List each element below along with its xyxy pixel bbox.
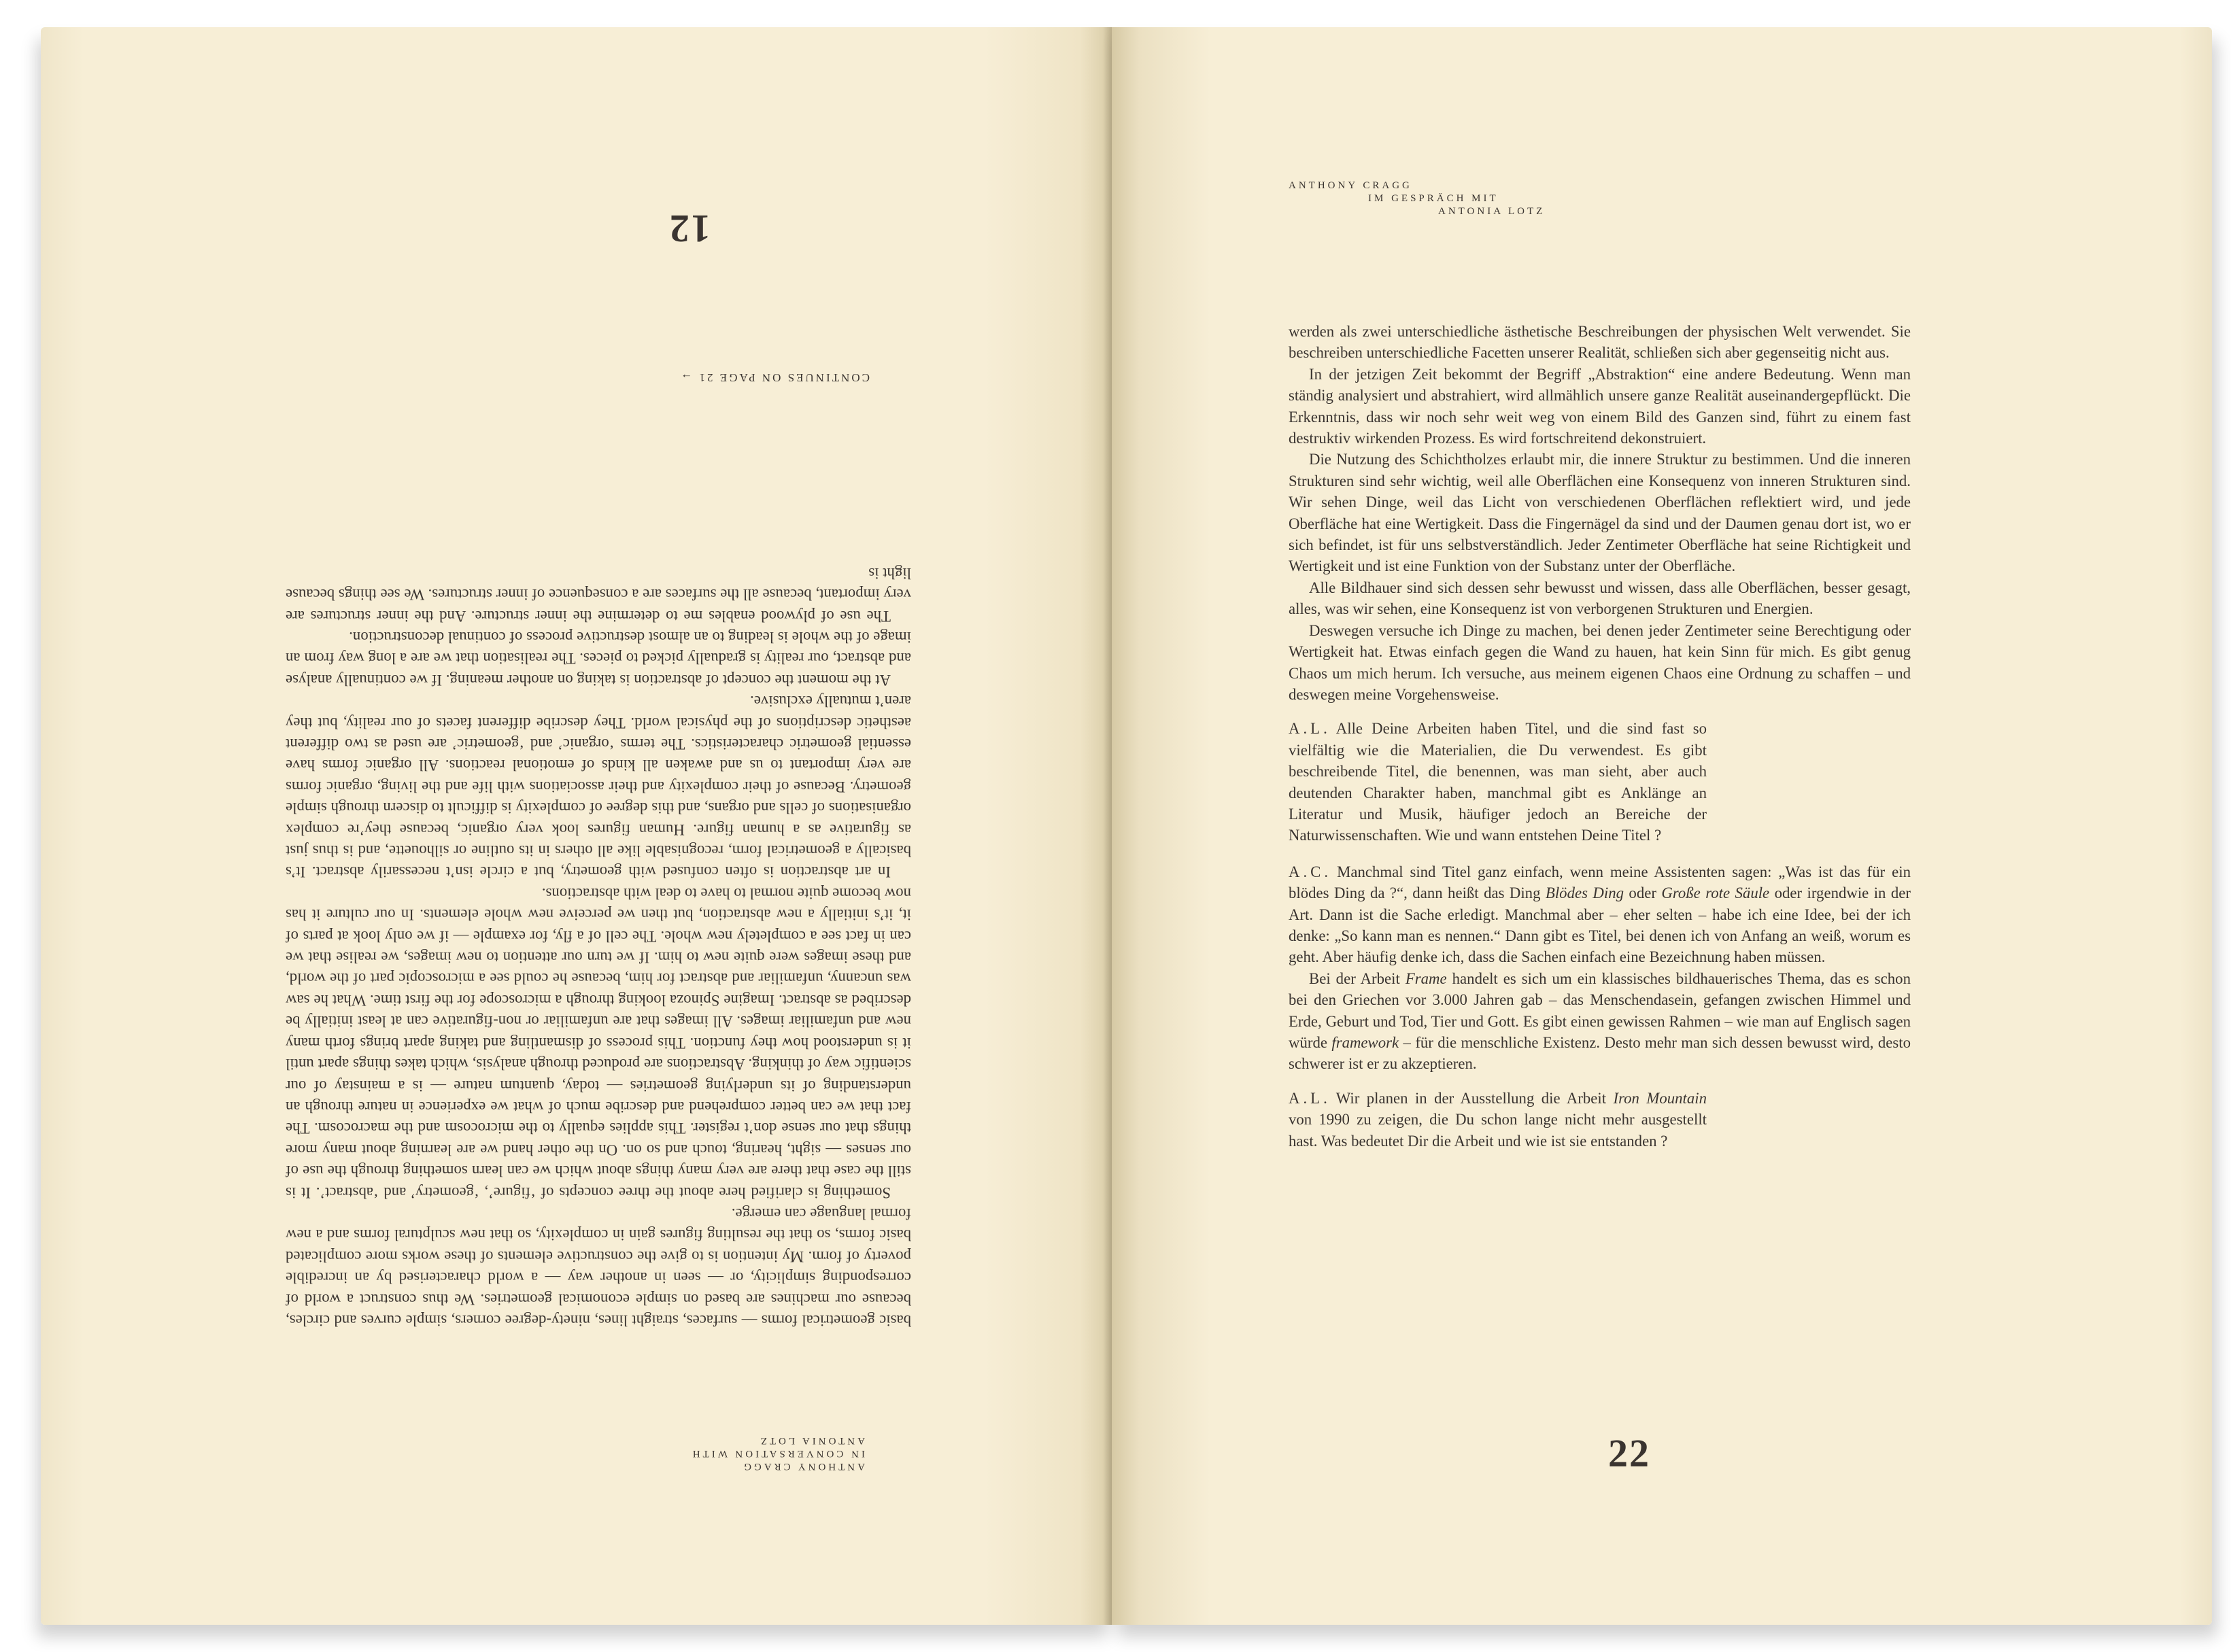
paragraph: Something is clarified here about the three concepts of ‘figure’, ‘geometry’ and ‘abstract’. It is still the case that there are very many things about which we can learn something through the use of our senses — sight, hearing, touch and so on. On the other hand we are learning about many more things that our sense don’t register. This applies equally to the microcosm and the macrocosm. The fact that we can better comprehend and describe much of what we experience in nature through an understanding of its underlying geometries — today, quantum nature — is a mainstay of our scientific way of thinking. Abstractions are produced through analysis, which takes things apart until it is understood how they function. This process of dismantling and taking apart brings forth many new and unfamiliar images. All images that are unfamiliar or non-figurative can at least initially be described as abstract. Imagine Spinoza looking through a microscope for the first time. What he saw was uncanny, unfamiliar and abstract for him, because he could see a microscopic part of the world, and these images were quite new to him. If we turn our attention to new images, we realise that we can in fact see a completely new whole. The cell of a fly, for example — if we only look at parts of it, it’s initially a new abstraction, but then we perceive new whole elements. In our culture it has now become quite normal to have to deal with abstractions. [286, 884, 911, 1201]
paragraph: basic geometrical forms — surfaces, straight lines, ninety-degree corners, simple curves and circles, because our machines are based on simple economical geometries. We thus construct a world of corresponding simplicity, or — seen in another way — a world characterised by an incredible poverty of form. My intention is to give the constructive elements of these works more complicated basic forms, so that the resulting figures gain in complexity, so that new sculptural forms and a new formal language can emerge. [286, 1205, 911, 1329]
body-text [1289, 321, 1911, 1152]
paragraph: In der jetzigen Zeit bekommt der Begriff „Abstraktion“ eine andere Bedeutung. Wenn man ständig analysiert und abstrahiert, wird allmählich unsere ganze Realität auseinandergepflückt. Die Erkenntnis, dass wir noch sehr weit weg von einem Bild des Ganzen sind, führt zu einem fast destruktiv wirkenden Prozess. Es wird fortschreitend dekonstruiert. [1289, 365, 1911, 447]
paragraph: werden als zwei unterschiedliche ästhetische Beschreibungen der physischen Welt verwendet. Sie beschreiben unterschiedliche Facetten unserer Realität, schließen sich aber gegenseitig nicht aus. [1289, 323, 1911, 362]
paragraph: In art abstraction is often confused with geometry, but a circle isn’t necessarily abstract. It’s basically a geometrical form, recognisable like all others in its outline or silhouette, and is thus just as figurative as a human figure. Human figures look very organic, because they’re complex organisations of cells and organs, and this degree of complexity is difficult to discern through simple geometry. Because of their complexity and their associations with life and the living, organic forms are very important to us and awaken all kinds of emotional reactions. All organic forms have essential geometric characteristics. The terms ‘organic’ and ‘geometric’ are used as two different aesthetic descriptions of the physical world. They describe different facets of our reality, but they aren’t mutually exclusive. [286, 693, 911, 881]
running-head-subtitle: IM GESPRÄCH MIT [1368, 193, 1499, 204]
running-head [690, 1434, 865, 1473]
paragraph: At the moment the concept of abstraction is taking on another meaning. If we continually analyse and abstract, our reality is gradually picked to pieces. The realisation that we are a long way from an image of the whole is leading to an almost destructive process of continual deconstruction. [286, 629, 911, 689]
paragraph [1289, 968, 1911, 1075]
paragraph: Die Nutzung des Schichtholzes erlaubt mir, die innere Struktur zu bestimmen. Und die inneren Strukturen sind sehr wichtig, weil alle Oberflächen eine Konsequenz von inneren Strukturen sind. Wir sehen Dinge, weil das Licht von verschiedenen Oberflächen reflektiert wird, und jede Oberfläche hat eine Wertigkeit. Dass die Fingernägel da sind und der Daumen genau dort ist, wo er sich befindet, ist für uns selbstverständlich. Jeder Zentimeter Oberfläche hat seine Richtigkeit und Wertigkeit und ist eine Funktion von der Substanz unter der Oberfläche. [1289, 451, 1911, 575]
right-page [1112, 27, 2212, 1625]
question [1289, 1088, 1707, 1152]
answer-text: Bei der Arbeit [1309, 969, 1406, 987]
work-title: Große rote Säule [1661, 884, 1770, 902]
question-text: von 1990 zu zeigen, die Du schon lange nicht mehr ausgestellt hast. Was bedeutet Dir die Arbeit und wie ist sie entstanden ? [1289, 1111, 1707, 1150]
english-term: framework [1331, 1034, 1399, 1051]
speaker-label: A.L. [1289, 720, 1331, 738]
running-head-interviewer: ANTONIA LOTZ [1438, 206, 1546, 217]
continues-note: CONTINUES ON PAGE 21 → [679, 371, 870, 384]
work-title: Blödes Ding [1545, 884, 1624, 902]
question-text: Alle Deine Arbeiten haben Titel, und die sind fast so vielfältig wie die Materialien, die Du verwendest. Es gibt beschreibende Titel, die benennen, was man sieht, aber auch deutenden Charakter haben, manchmal gibt es Anklänge an Literatur und Musik, häufiger jedoch an Bereiche der Naturwissenschaften. Wie und wann entstehen Deine Titel ? [1289, 720, 1707, 844]
speaker-label: A.L. [1289, 1089, 1331, 1107]
running-head-interviewer: ANTONIA LOTZ [757, 1435, 865, 1446]
running-head-author: ANTHONY CRAGG [1289, 180, 1412, 191]
page-number: 12 [668, 207, 711, 251]
work-title: Frame [1405, 969, 1447, 987]
answer [1289, 861, 1911, 968]
answer-text: oder irgendwie in der Art. Dann ist die Sache erledigt. Manchmal aber – eher selten – habe ich eine Idee, bei der ich denke: „So kann man es nennen.“ Dann gibt es Titel, bei denen ich von Anfang an weiß, worum es geht. Aber häufig denke ich, dass die Sachen einfach eine Bezeichnung haben müssen. [1289, 884, 1911, 966]
answer-text: – für die menschliche Existenz. Desto mehr man sich dessen bewusst wird, desto schwerer ist er zu akzeptieren. [1289, 1034, 1911, 1073]
running-head [1289, 179, 1545, 218]
speaker-label: A.C. [1289, 863, 1332, 880]
answer-text: oder [1624, 884, 1662, 902]
answer-text: handelt es sich um ein klassisches bildhauerisches Thema, das es schon bei den Griechen vor 3.000 Jahren gab – das Menschendasein, gefangen zwischen Himmel und Erde, Geburt und Tod, Tier und Gott. Es gibt einen gewissen Rahmen – wie man auf Englisch sagen würde [1289, 969, 1911, 1051]
body-text [286, 562, 911, 1331]
paragraph: Deswegen versuche ich Dinge zu machen, bei denen jeder Zentimeter seine Berechtigung oder Wertigkeit hat. Etwas einfach gegen die Wand zu hauen, hat kein Sinn für mich. Es gibt genug Chaos um mich herum. Ich versuche, aus meinem eigenen Chaos eine Ordnung zu schaffen – und deswegen meine Vorgehensweise. [1289, 621, 1911, 703]
work-title: Iron Mountain [1613, 1089, 1707, 1107]
question-text: Wir planen in der Ausstellung die Arbeit [1335, 1089, 1614, 1107]
running-head-subtitle: IN CONVERSATION WITH [689, 1448, 865, 1459]
answer-text: Manchmal sind Titel ganz einfach, wenn meine Assistenten sagen: „Was ist das für ein blödes Ding da ?“, dann heißt das Ding [1289, 863, 1911, 902]
running-head-author: ANTHONY CRAGG [741, 1461, 865, 1472]
paragraph: Alle Bildhauer sind sich dessen sehr bewusst und wissen, dass alle Oberflächen, besser gesagt, alles, was wir sehen, eine Konsequenz ist von verborgenen Strukturen und Energien. [1289, 579, 1911, 618]
page-number: 22 [1608, 1431, 1650, 1475]
left-page [41, 27, 1112, 1625]
question [1289, 718, 1707, 846]
upside-down-content [41, 27, 1112, 1625]
paragraph: The use of plywood enables me to determine the inner structure. And the inner structures are very important, because all the surfaces are a consequence of inner structures. We see things because light is [286, 564, 911, 625]
